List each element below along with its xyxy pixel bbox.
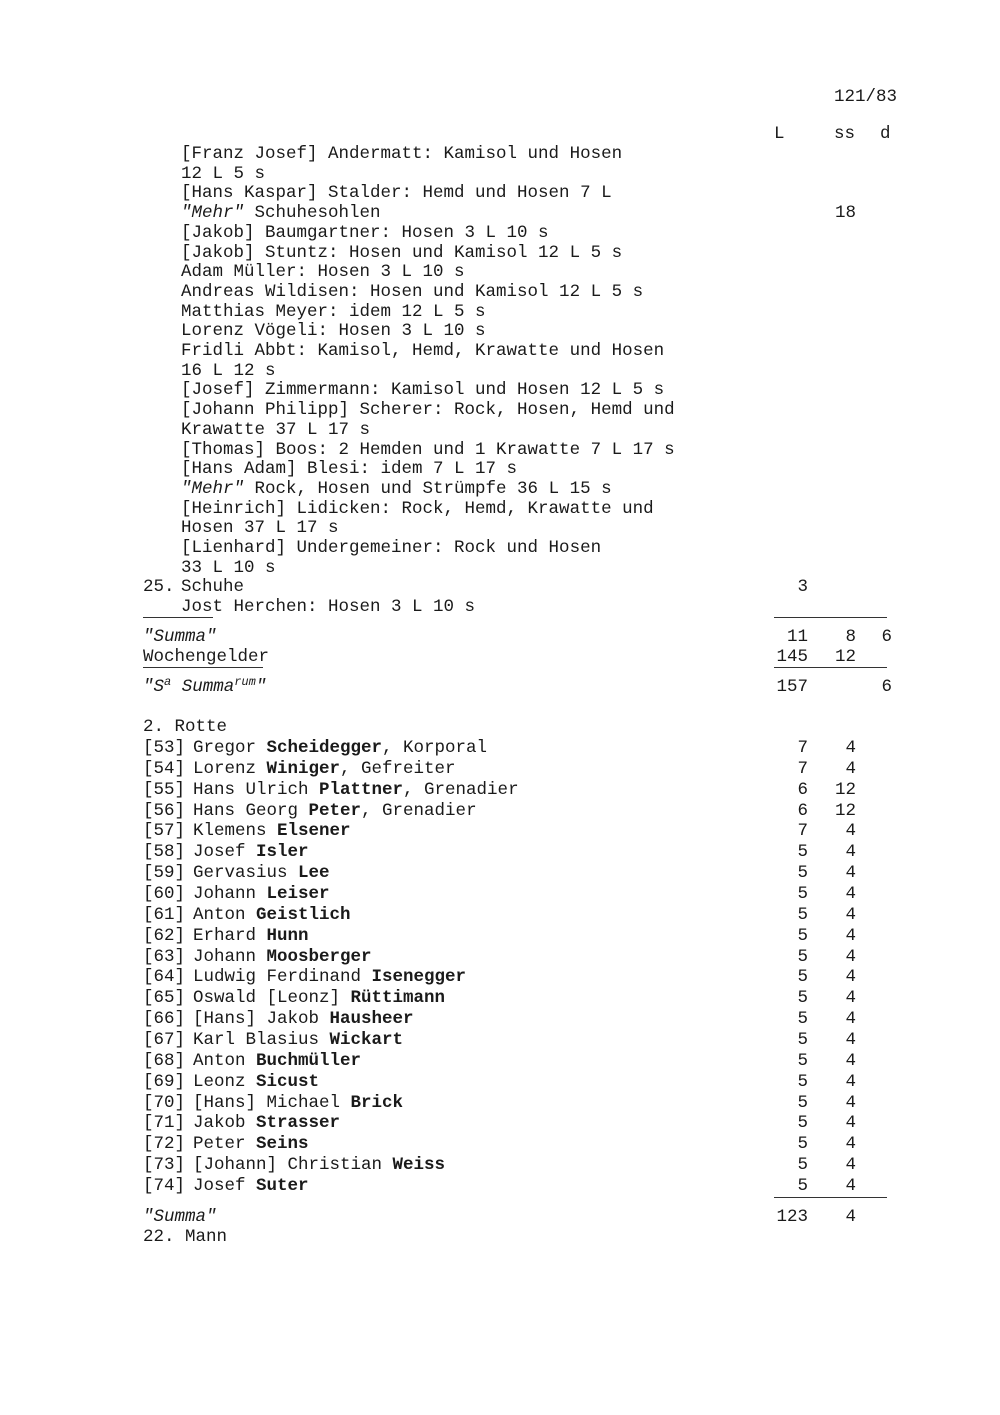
roster-index: [65] (143, 988, 186, 1009)
roster-ss-value: 4 (845, 1155, 856, 1175)
roster-ss-value: 12 (834, 800, 856, 821)
summa-2-l: 123 (776, 1207, 808, 1227)
roster-name: Jakob Strasser (193, 1113, 341, 1134)
roster-name: Oswald [Leonz] Rüttimann (193, 988, 446, 1009)
roster-ss-value: 4 (845, 946, 856, 967)
roster-name: Karl Blasius Wickart (193, 1029, 404, 1050)
roster-index: [60] (143, 884, 186, 904)
clothing-entry-line: [Josef] Zimmermann: Kamisol und Hosen 12 L 5 s (181, 380, 665, 401)
rotte-heading: 2. Rotte (143, 717, 228, 737)
roster-index: [66] (143, 1009, 186, 1029)
roster-l-value: 5 (797, 988, 808, 1009)
summa-1-l: 11 (786, 627, 808, 647)
clothing-entry-line: Krawatte 37 L 17 s (181, 419, 371, 440)
roster-l-value: 5 (797, 1134, 808, 1155)
clothing-entry-line: "Mehr" Schuhesohlen (181, 203, 381, 224)
roster-ss-value: 4 (845, 884, 856, 904)
roster-name: Gregor Scheidegger, Korporal (193, 738, 488, 758)
roster-index: [53] (143, 738, 186, 758)
clothing-entry-line: [Hans Adam] Blesi: idem 7 L 17 s (181, 459, 518, 480)
roster-index: [55] (143, 779, 186, 800)
roster-name: Johann Leiser (193, 884, 330, 904)
roster-index: [58] (143, 842, 186, 863)
clothing-entry-line: 33 L 10 s (181, 557, 276, 578)
item-25-l-value: 3 (797, 577, 808, 597)
roster-name: Hans Ulrich Plattner, Grenadier (193, 779, 519, 800)
summa-label-1: "Summa" (143, 627, 217, 647)
mann-count: 22. Mann (143, 1227, 228, 1247)
roster-name: Peter Seins (193, 1134, 309, 1155)
summa-2-ss: 4 (845, 1207, 856, 1227)
roster-l-value: 5 (797, 1071, 808, 1092)
roster-index: [69] (143, 1071, 186, 1092)
roster-index: [67] (143, 1029, 186, 1050)
roster-index: [73] (143, 1155, 186, 1175)
sum-rule-3 (774, 1197, 887, 1198)
roster-l-value: 6 (797, 779, 808, 800)
roster-ss-value: 4 (845, 1050, 856, 1071)
roster-name: Hans Georg Peter, Grenadier (193, 800, 477, 821)
roster-l-value: 5 (797, 946, 808, 967)
roster-ss-value: 4 (845, 1092, 856, 1113)
item-25-number: 25. (143, 577, 175, 597)
page-number: 121/83 (834, 87, 898, 107)
roster-name: [Hans] Jakob Hausheer (193, 1009, 414, 1029)
roster-ss-value: 4 (845, 904, 856, 925)
roster-l-value: 7 (797, 821, 808, 842)
roster-l-value: 5 (797, 967, 808, 988)
roster-ss-value: 4 (845, 988, 856, 1009)
summarum-d: 6 (881, 677, 892, 697)
roster-l-value: 5 (797, 1050, 808, 1071)
clothing-entry-line: Adam Müller: Hosen 3 L 10 s (181, 262, 465, 283)
roster-name: Anton Geistlich (193, 904, 351, 925)
item-25-label: Schuhe (181, 577, 245, 597)
wochengelder-label: Wochengelder (143, 647, 270, 667)
clothing-entry-line: 12 L 5 s (181, 163, 266, 184)
wochengelder-l: 145 (776, 647, 808, 667)
sum-rule-1 (774, 617, 887, 618)
clothing-entry-line: [Franz Josef] Andermatt: Kamisol und Hosen (181, 144, 623, 164)
clothing-entry-line: [Heinrich] Lidicken: Rock, Hemd, Krawatte und (181, 498, 654, 519)
roster-l-value: 7 (797, 738, 808, 758)
roster-ss-value: 4 (845, 925, 856, 946)
roster-name: Leonz Sicust (193, 1071, 320, 1092)
roster-l-value: 5 (797, 863, 808, 884)
roster-name: Erhard Hunn (193, 925, 309, 946)
roster-l-value: 6 (797, 800, 808, 821)
roster-l-value: 5 (797, 1175, 808, 1196)
roster-ss-value: 4 (845, 738, 856, 758)
roster-index: [64] (143, 967, 186, 988)
summarum-label: "$S^a$ Summa$^{rum}$" (143, 675, 267, 697)
summa-1-d: 6 (881, 627, 892, 647)
sum-rule-2 (774, 667, 887, 668)
summa-label-2: "Summa" (143, 1207, 217, 1227)
roster-name: [Hans] Michael Brick (193, 1092, 404, 1113)
roster-l-value: 7 (797, 758, 808, 779)
left-short-rule-2 (143, 667, 263, 668)
roster-index: [72] (143, 1134, 186, 1155)
roster-name: Klemens Elsener (193, 821, 351, 842)
wochengelder-ss: 12 (834, 647, 856, 667)
roster-ss-value: 4 (845, 1071, 856, 1092)
summa-1-ss: 8 (845, 627, 856, 647)
roster-name: Ludwig Ferdinand Isenegger (193, 967, 467, 988)
clothing-entry-line: 16 L 12 s (181, 360, 276, 381)
roster-ss-value: 4 (845, 1134, 856, 1155)
roster-name: Lorenz Winiger, Gefreiter (193, 758, 456, 779)
roster-ss-value: 4 (845, 1113, 856, 1134)
schuhesohlen-ss-value: 18 (834, 203, 856, 223)
roster-index: [57] (143, 821, 186, 842)
roster-l-value: 5 (797, 1113, 808, 1134)
roster-index: [71] (143, 1113, 186, 1134)
roster-ss-value: 4 (845, 821, 856, 842)
roster-l-value: 5 (797, 1009, 808, 1029)
roster-name: Josef Suter (193, 1175, 309, 1196)
roster-index: [74] (143, 1175, 186, 1196)
roster-l-value: 5 (797, 1092, 808, 1113)
column-header-l: L (774, 124, 785, 144)
clothing-entry-line: Matthias Meyer: idem 12 L 5 s (181, 301, 486, 322)
roster-ss-value: 4 (845, 1009, 856, 1029)
summarum-l: 157 (776, 677, 808, 697)
column-header-ss: ss (834, 124, 856, 144)
roster-name: Josef Isler (193, 842, 309, 863)
clothing-entry-line: Lorenz Vögeli: Hosen 3 L 10 s (181, 321, 486, 342)
clothing-entry-line: "Mehr" Rock, Hosen und Strümpfe 36 L 15 s (181, 478, 612, 499)
roster-l-value: 5 (797, 1155, 808, 1175)
roster-ss-value: 4 (845, 842, 856, 863)
clothing-entry-line: Andreas Wildisen: Hosen und Kamisol 12 L 5 s (181, 281, 644, 302)
clothing-entry-line: [Thomas] Boos: 2 Hemden und 1 Krawatte 7 L 17 s (181, 439, 675, 460)
clothing-entry-line: Hosen 37 L 17 s (181, 518, 339, 539)
clothing-entry-line: [Jakob] Stuntz: Hosen und Kamisol 12 L 5 s (181, 242, 623, 263)
roster-index: [61] (143, 904, 186, 925)
roster-index: [59] (143, 863, 186, 884)
clothing-entry-line: [Lienhard] Undergemeiner: Rock und Hosen (181, 538, 602, 558)
roster-l-value: 5 (797, 1029, 808, 1050)
roster-ss-value: 4 (845, 1029, 856, 1050)
roster-index: [54] (143, 758, 186, 779)
roster-ss-value: 12 (834, 779, 856, 800)
jost-herchen-line: Jost Herchen: Hosen 3 L 10 s (181, 597, 476, 617)
column-header-d: d (880, 124, 891, 144)
left-short-rule (143, 617, 213, 618)
roster-name: Gervasius Lee (193, 863, 330, 884)
clothing-entry-line: Fridli Abbt: Kamisol, Hemd, Krawatte und Hosen (181, 341, 665, 361)
roster-index: [56] (143, 800, 186, 821)
roster-name: Johann Moosberger (193, 946, 372, 967)
roster-l-value: 5 (797, 884, 808, 904)
clothing-entry-line: [Jakob] Baumgartner: Hosen 3 L 10 s (181, 222, 549, 243)
roster-index: [70] (143, 1092, 186, 1113)
roster-l-value: 5 (797, 925, 808, 946)
roster-index: [62] (143, 925, 186, 946)
roster-ss-value: 4 (845, 758, 856, 779)
clothing-entry-line: [Johann Philipp] Scherer: Rock, Hosen, Hemd und (181, 400, 675, 421)
roster-index: [63] (143, 946, 186, 967)
roster-l-value: 5 (797, 904, 808, 925)
roster-ss-value: 4 (845, 1175, 856, 1196)
roster-index: [68] (143, 1050, 186, 1071)
roster-ss-value: 4 (845, 863, 856, 884)
roster-ss-value: 4 (845, 967, 856, 988)
roster-name: Anton Buchmüller (193, 1050, 362, 1071)
clothing-entry-line: [Hans Kaspar] Stalder: Hemd und Hosen 7 L (181, 183, 612, 204)
roster-l-value: 5 (797, 842, 808, 863)
roster-name: [Johann] Christian Weiss (193, 1155, 446, 1175)
